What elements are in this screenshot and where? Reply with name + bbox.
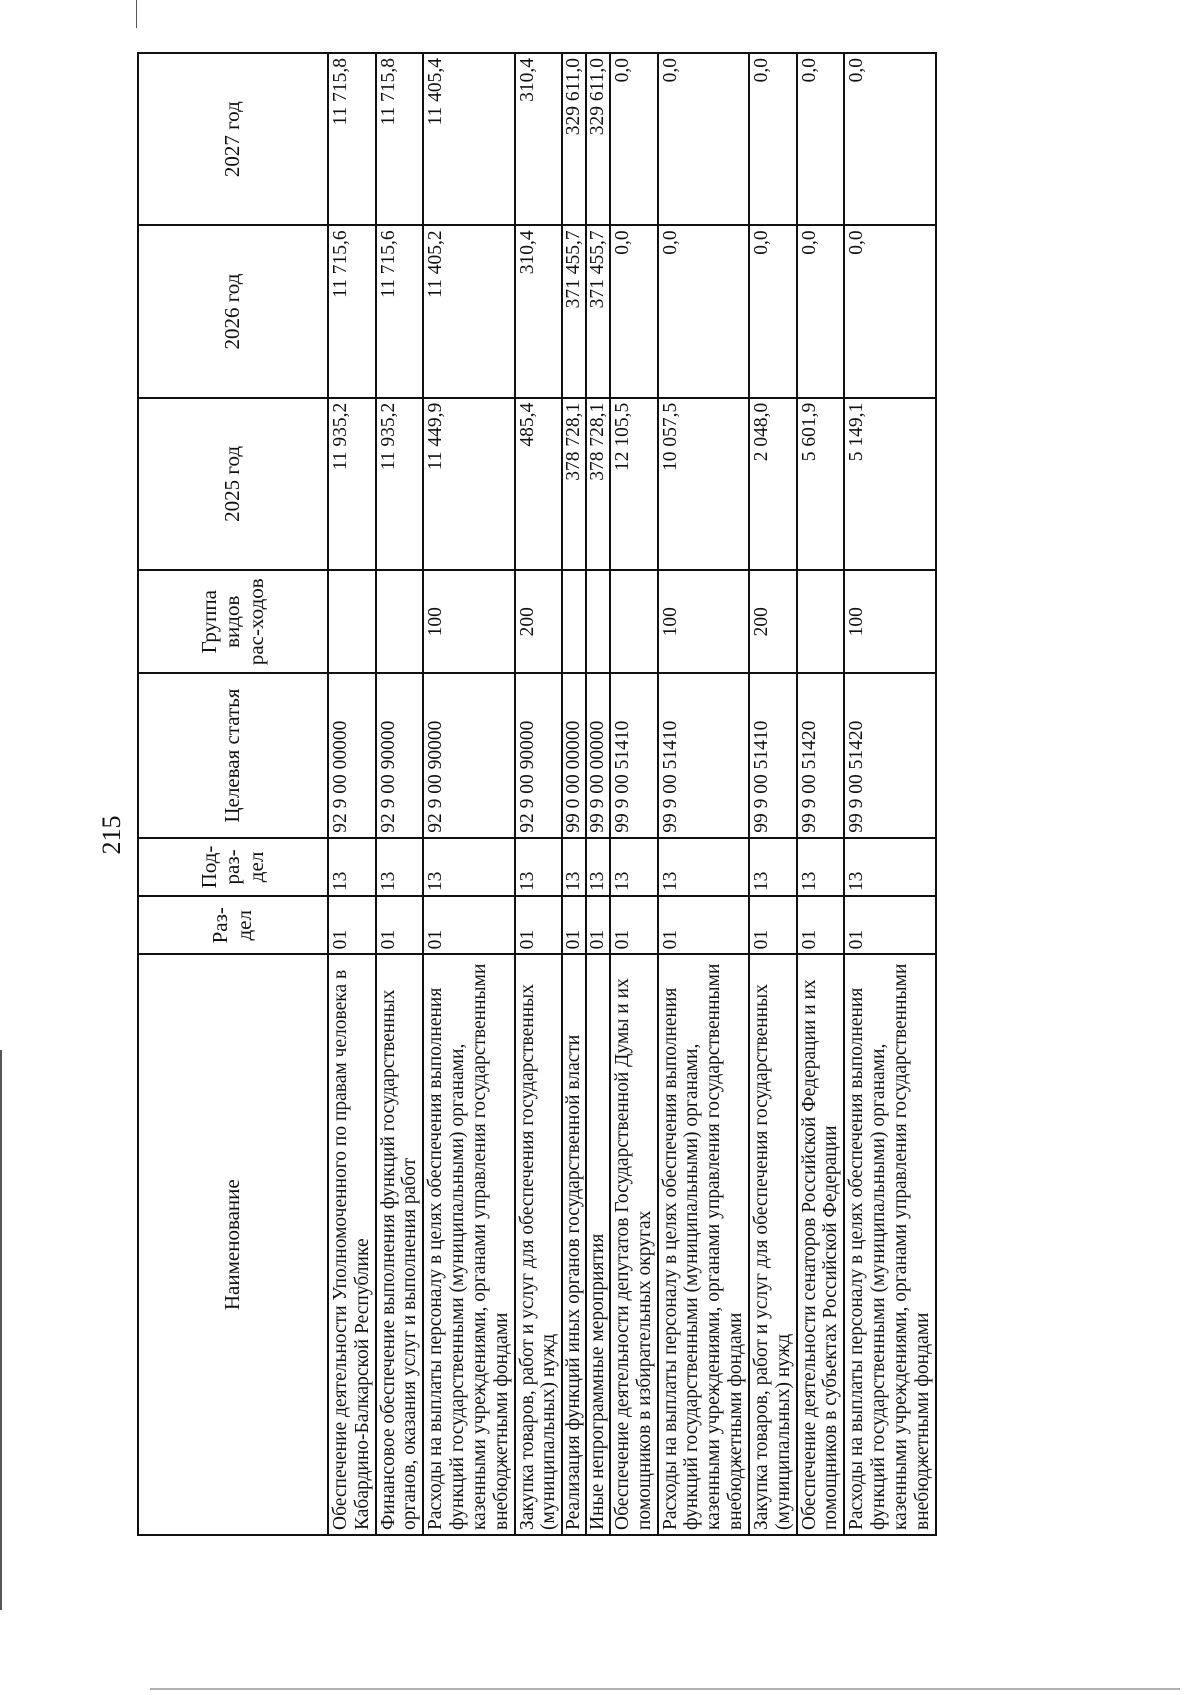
row-podrazdel: 13 xyxy=(844,838,935,896)
scan-edge-line xyxy=(150,1688,1180,1690)
row-celevaya-statya: 99 9 00 51420 xyxy=(797,673,845,837)
row-razdel: 01 xyxy=(658,896,749,954)
row-name: Обеспечение деятельности Уполномоченного по правам человека в Кабардино-Балкарской Республике xyxy=(328,954,376,1535)
row-value-2026: 0,0 xyxy=(749,225,797,397)
row-celevaya-statya: 92 9 00 90000 xyxy=(423,673,514,837)
row-celevaya-statya: 92 9 00 00000 xyxy=(328,673,376,837)
table-row xyxy=(376,53,424,1535)
header-razdel: Раз-дел xyxy=(138,896,328,954)
row-value-2025: 378 728,1 xyxy=(586,398,610,570)
row-podrazdel: 13 xyxy=(610,838,658,896)
row-value-2026: 0,0 xyxy=(610,225,658,397)
row-podrazdel: 13 xyxy=(423,838,514,896)
row-value-2026: 11 715,6 xyxy=(328,225,376,397)
row-podrazdel: 13 xyxy=(658,838,749,896)
row-gruppa: 200 xyxy=(515,570,563,673)
header-year-2025: 2025 год xyxy=(138,398,328,570)
row-celevaya-statya: 92 9 00 90000 xyxy=(515,673,563,837)
row-celevaya-statya: 99 9 00 00000 xyxy=(586,673,610,837)
row-value-2027: 11 715,8 xyxy=(328,53,376,225)
header-year-2026: 2026 год xyxy=(138,225,328,397)
table-row xyxy=(515,53,563,1535)
header-podrazdel: Под-раз-дел xyxy=(138,838,328,896)
row-value-2026: 0,0 xyxy=(844,225,935,397)
row-value-2025: 11 449,9 xyxy=(423,398,514,570)
scan-edge-line xyxy=(0,1050,2,1610)
header-celevaya-statya: Целевая статья xyxy=(138,673,328,837)
table-row xyxy=(610,53,658,1535)
row-value-2027: 0,0 xyxy=(797,53,845,225)
row-value-2027: 0,0 xyxy=(749,53,797,225)
row-podrazdel: 13 xyxy=(749,838,797,896)
row-name: Обеспечение деятельности депутатов Государственной Думы и их помощников в избирательных округах xyxy=(610,954,658,1535)
table-header-row xyxy=(138,53,328,1535)
table-row xyxy=(328,53,376,1535)
row-gruppa xyxy=(376,570,424,673)
row-name: Расходы на выплаты персоналу в целях обеспечения выполнения функций государственными (муниципальными) органами, казенными учреждениями, органами управления государственными внебюджетными фондами xyxy=(423,954,514,1535)
row-name: Иные непрограммные мероприятия xyxy=(586,954,610,1535)
row-value-2025: 10 057,5 xyxy=(658,398,749,570)
row-gruppa xyxy=(562,570,586,673)
row-razdel: 01 xyxy=(515,896,563,954)
row-celevaya-statya: 99 9 00 51410 xyxy=(658,673,749,837)
row-razdel: 01 xyxy=(328,896,376,954)
row-value-2027: 11 405,4 xyxy=(423,53,514,225)
table-row xyxy=(797,53,845,1535)
row-razdel: 01 xyxy=(610,896,658,954)
table-row xyxy=(749,53,797,1535)
row-podrazdel: 13 xyxy=(328,838,376,896)
row-value-2026: 0,0 xyxy=(797,225,845,397)
row-value-2025: 485,4 xyxy=(515,398,563,570)
row-value-2025: 11 935,2 xyxy=(376,398,424,570)
row-name: Расходы на выплаты персоналу в целях обеспечения выполнения функций государственными (муниципальными) органами, казенными учреждениями, органами управления государственными внебюджетными фондами xyxy=(658,954,749,1535)
table-row xyxy=(658,53,749,1535)
row-value-2025: 378 728,1 xyxy=(562,398,586,570)
row-name: Закупка товаров, работ и услуг для обеспечения государственных (муниципальных) нужд xyxy=(515,954,563,1535)
row-celevaya-statya: 92 9 00 90000 xyxy=(376,673,424,837)
row-celevaya-statya: 99 0 00 00000 xyxy=(562,673,586,837)
row-podrazdel: 13 xyxy=(515,838,563,896)
header-name: Наименование xyxy=(138,954,328,1535)
row-razdel: 01 xyxy=(423,896,514,954)
row-gruppa xyxy=(586,570,610,673)
table-row xyxy=(586,53,610,1535)
row-gruppa: 100 xyxy=(423,570,514,673)
budget-table xyxy=(137,52,937,1536)
row-value-2027: 0,0 xyxy=(610,53,658,225)
row-value-2027: 0,0 xyxy=(844,53,935,225)
row-value-2025: 5 149,1 xyxy=(844,398,935,570)
row-value-2026: 371 455,7 xyxy=(562,225,586,397)
row-celevaya-statya: 99 9 00 51410 xyxy=(610,673,658,837)
row-value-2026: 11 405,2 xyxy=(423,225,514,397)
row-podrazdel: 13 xyxy=(562,838,586,896)
row-razdel: 01 xyxy=(749,896,797,954)
row-name: Расходы на выплаты персоналу в целях обеспечения выполнения функций государственными (муниципальными) органами, казенными учреждениями, органами управления государственными внебюджетными фондами xyxy=(844,954,935,1535)
row-value-2026: 310,4 xyxy=(515,225,563,397)
row-gruppa: 100 xyxy=(658,570,749,673)
row-value-2027: 0,0 xyxy=(658,53,749,225)
row-value-2025: 5 601,9 xyxy=(797,398,845,570)
row-value-2026: 0,0 xyxy=(658,225,749,397)
row-value-2025: 12 105,5 xyxy=(610,398,658,570)
row-razdel: 01 xyxy=(844,896,935,954)
row-celevaya-statya: 99 9 00 51410 xyxy=(749,673,797,837)
row-name: Закупка товаров, работ и услуг для обеспечения государственных (муниципальных) нужд xyxy=(749,954,797,1535)
header-year-2027: 2027 год xyxy=(138,53,328,225)
row-razdel: 01 xyxy=(797,896,845,954)
row-name: Обеспечение деятельности сенаторов Российской Федерации и их помощников в субъектах Российской Федерации xyxy=(797,954,845,1535)
table-row xyxy=(423,53,514,1535)
rotated-page-content xyxy=(137,52,1062,1536)
row-value-2027: 329 611,0 xyxy=(586,53,610,225)
row-value-2026: 11 715,6 xyxy=(376,225,424,397)
row-gruppa: 200 xyxy=(749,570,797,673)
row-value-2025: 11 935,2 xyxy=(328,398,376,570)
row-value-2027: 11 715,8 xyxy=(376,53,424,225)
row-value-2025: 2 048,0 xyxy=(749,398,797,570)
row-razdel: 01 xyxy=(586,896,610,954)
row-name: Финансовое обеспечение выполнения функций государственных органов, оказания услуг и выполнения работ xyxy=(376,954,424,1535)
row-value-2027: 329 611,0 xyxy=(562,53,586,225)
scan-edge-line xyxy=(136,0,137,28)
header-gruppa-vidov-rashodov: Группа видов рас-ходов xyxy=(138,570,328,673)
row-gruppa xyxy=(328,570,376,673)
row-gruppa xyxy=(610,570,658,673)
row-podrazdel: 13 xyxy=(586,838,610,896)
row-gruppa: 100 xyxy=(844,570,935,673)
row-value-2027: 310,4 xyxy=(515,53,563,225)
row-podrazdel: 13 xyxy=(376,838,424,896)
table-row xyxy=(844,53,935,1535)
row-razdel: 01 xyxy=(376,896,424,954)
page-number: 215 xyxy=(97,815,126,855)
row-podrazdel: 13 xyxy=(797,838,845,896)
row-value-2026: 371 455,7 xyxy=(586,225,610,397)
row-name: Реализация функций иных органов государственной власти xyxy=(562,954,586,1535)
row-gruppa xyxy=(797,570,845,673)
table-row xyxy=(562,53,586,1535)
row-razdel: 01 xyxy=(562,896,586,954)
row-celevaya-statya: 99 9 00 51420 xyxy=(844,673,935,837)
